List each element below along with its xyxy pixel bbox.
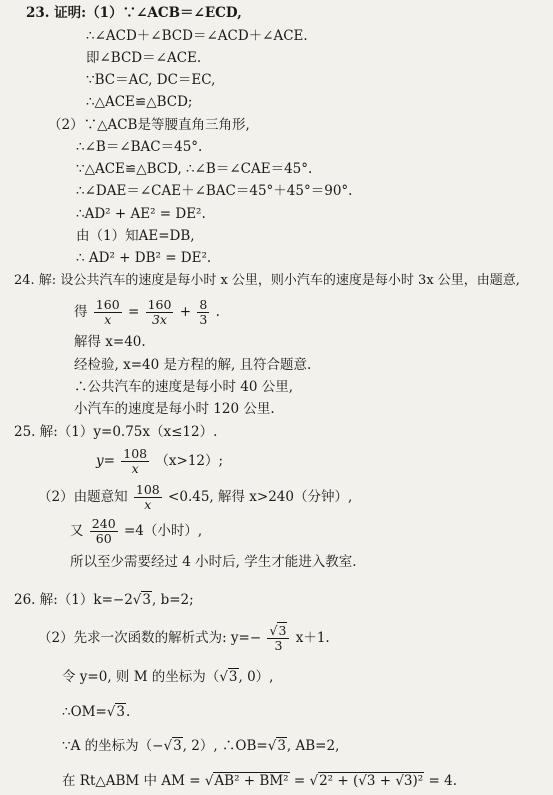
p25-l3-num: 240: [91, 516, 116, 531]
p26-l1-num: [267, 624, 289, 639]
p25-l1-den: x: [131, 461, 139, 476]
p26-line5: [62, 772, 457, 790]
p26-head-suffix: , b=2;: [152, 592, 194, 608]
p26-l1-prefix: （2）先求一次函数的解析式为: y=−: [38, 630, 262, 646]
p26-l5-suffix: = 4.: [428, 773, 457, 789]
p24-frac3-num: 8: [199, 297, 208, 312]
p26-l1-den: 3: [274, 638, 283, 653]
p25-l3-frac: [90, 517, 118, 546]
p24-frac3-den: 3: [199, 312, 208, 327]
p24-head: 24. 解: 设公共汽车的速度是每小时 x 公里，则小汽车的速度是每小时 3x 公里，由题意,: [14, 273, 520, 288]
p25-l2-frac: [134, 483, 162, 512]
p24-eq-prefix: 得: [74, 304, 88, 320]
p26-line2: [62, 668, 273, 686]
p23-line3: ∵BC＝AC, DC＝EC,: [86, 72, 216, 88]
p25-l2-suffix: <0.45, 解得 x>240（分钟）,: [168, 489, 353, 505]
p23-line9: ∴AD² + AE² = DE².: [76, 206, 206, 222]
p23-line7: ∵△ACE≌△BCD, ∴∠B＝∠CAE＝45°.: [76, 161, 313, 177]
p25-l2-prefix: （2）由题意知: [38, 489, 128, 505]
p26-line4: [62, 737, 339, 755]
p25-l3-den: 60: [95, 531, 112, 546]
sqrt-symbol: [219, 669, 228, 685]
p25-line2: [38, 480, 352, 514]
p23-line6: ∴∠B＝∠BAC＝45°.: [76, 139, 203, 155]
p23-line10: 由（1）知AE=DB,: [76, 228, 195, 244]
p24-frac2-den: 3x: [151, 312, 167, 327]
p26-l4-radicand1: 3: [173, 738, 182, 754]
p26-line1: [38, 620, 330, 656]
p26-l2-radicand: 3: [228, 669, 238, 685]
p26-l4-suffix: , AB=2,: [286, 738, 340, 754]
p26-l5-equals: =: [293, 773, 306, 789]
p24-frac1: [94, 298, 122, 327]
p24-line1: 解得 x=40.: [74, 334, 146, 350]
p25-l3-prefix: 又: [70, 523, 84, 539]
p23-head: 23. 证明:（1）∵∠ACB＝∠ECD,: [26, 5, 242, 21]
sqrt-symbol: [309, 773, 318, 789]
p25-line1: [96, 444, 223, 478]
p26-l5-radicand2: 2² + (√3 + √3)²: [319, 773, 424, 789]
p24-eq-plus: +: [179, 304, 192, 320]
p23-line5: （2）∵△ACB是等腰直角三角形,: [48, 117, 250, 133]
p23-line8: ∴∠DAE＝∠CAE＋∠BAC＝45°＋45°＝90°.: [76, 183, 353, 199]
p25-l1-prefix: y=: [96, 453, 115, 469]
p25-l1-num: 108: [123, 446, 148, 461]
p26-l4-middle: , 2）, ∴OB=: [182, 738, 268, 754]
p26-l4-prefix: ∵A 的坐标为（−: [62, 738, 164, 754]
p24-frac1-num: 160: [95, 297, 120, 312]
p25-head: 25. 解:（1）y=0.75x（x≤12）.: [14, 424, 218, 440]
p25-l2-num: 108: [135, 482, 160, 497]
p26-l5-radicand1: AB² + BM²: [214, 773, 289, 789]
p25-line3: [70, 514, 202, 548]
p26-l1-suffix: x＋1.: [295, 630, 330, 646]
p25-l1-suffix: （x>12）;: [155, 453, 224, 469]
p26-l3-prefix: ∴OM=: [62, 704, 107, 720]
p23-line4: ∴△ACE≌△BCD;: [86, 94, 193, 110]
p23-line2: 即∠BCD＝∠ACE.: [86, 50, 202, 66]
p24-eq-end: .: [215, 304, 220, 320]
p24-line2: 经检验, x=40 是方程的解, 且符合题意.: [74, 357, 312, 373]
p25-line4: 所以至少需要经过 4 小时后, 学生才能进入教室.: [70, 554, 357, 570]
p26-l3-suffix: .: [126, 704, 131, 720]
p24-line3: ∴公共汽车的速度是每小时 40 公里,: [74, 379, 294, 395]
p26-l1-frac: [267, 624, 289, 653]
p24-eq-equals: =: [127, 304, 140, 320]
p24-equation: [74, 295, 220, 329]
p25-l2-den: x: [144, 497, 152, 512]
p25-l1-frac: [121, 447, 149, 476]
p24-frac2-num: 160: [147, 297, 172, 312]
p23-line11: ∴ AD² + DB² = DE².: [76, 250, 212, 266]
p26-line3: [62, 703, 130, 721]
p26-l4-radicand2: 3: [277, 738, 286, 754]
p23-line1: ∴∠ACD＋∠BCD＝∠ACD＋∠ACE.: [86, 28, 308, 44]
p26-l2-suffix: , 0）,: [238, 669, 274, 685]
p26-l1-num-radicand: 3: [278, 623, 287, 638]
p24-frac3: [197, 298, 209, 327]
p26-head-prefix: 26. 解:（1）k=−2: [14, 592, 133, 608]
p25-l3-suffix: =4（小时）,: [123, 523, 203, 539]
p26-l2-prefix: 令 y=0, 则 M 的坐标为（: [62, 669, 220, 685]
p26-l3-radicand: 3: [116, 704, 125, 720]
p26-l5-prefix: 在 Rt△ABM 中 AM =: [62, 773, 201, 789]
p24-frac2: [146, 298, 174, 327]
p26-head-radicand: 3: [142, 592, 151, 608]
p24-frac1-den: x: [104, 312, 112, 327]
p26-head: [14, 591, 194, 609]
sqrt-symbol: [163, 738, 172, 754]
p24-line4: 小汽车的速度是每小时 120 公里.: [74, 401, 275, 417]
